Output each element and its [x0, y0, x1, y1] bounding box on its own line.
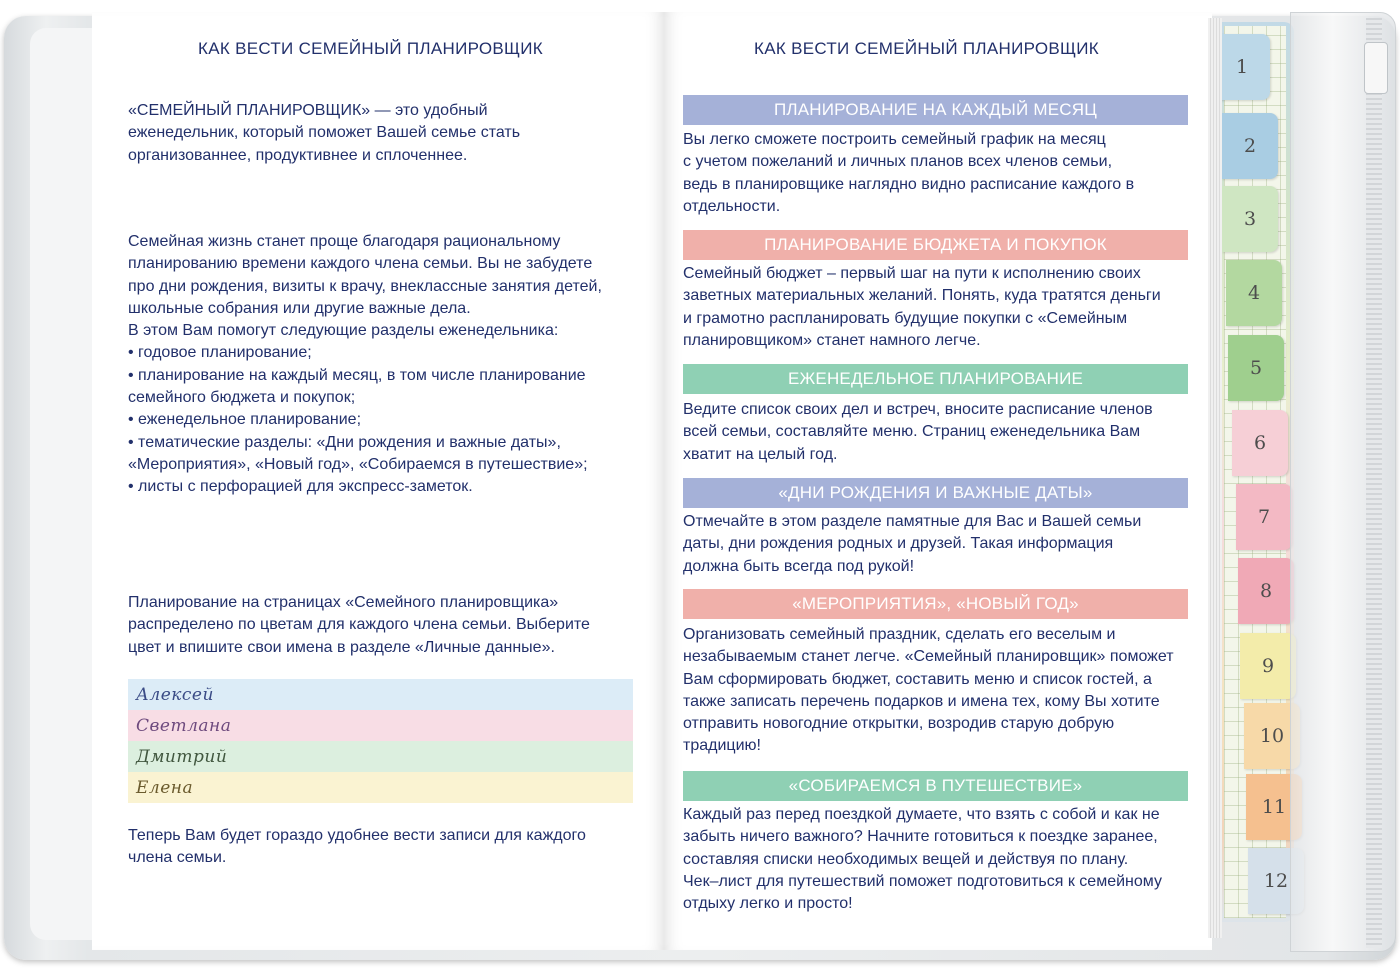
month-tab-10[interactable]: 10 [1244, 703, 1300, 769]
member-name: Алексей [136, 684, 214, 705]
month-tab-4[interactable]: 4 [1226, 260, 1282, 326]
month-tab-5[interactable]: 5 [1228, 335, 1284, 401]
section-text-monthly: Вы легко сможете построить семейный график на месяц с учетом пожеланий и личных планов всех членов семьи, ведь в планировщике наглядно видно расписание каждого в отдельности. [683, 131, 1135, 215]
member-name: Дмитрий [136, 746, 228, 767]
section-heading-monthly: ПЛАНИРОВАНИЕ НА КАЖДЫЙ МЕСЯЦ [683, 95, 1188, 125]
closing-paragraph: Теперь Вам будет гораздо удобнее вести записи для каждого члена семьи. [128, 827, 586, 867]
zipper-slider[interactable] [1364, 42, 1388, 94]
month-tab-8[interactable]: 8 [1238, 558, 1294, 624]
body-paragraph: Семейная жизнь станет проще благодаря рациональному планированию времени каждого члена семьи. Вы не забудете про дни рождения, визиты к врачу, внеклассные занятия детей, школьные собрания или другие важные дела. В этом Вам помогут следующие разделы еженедельника: • годовое планирование; • планирование на каждый месяц, в том числе планирование семейного бюджета и покупок; • еженедельное планирование; • тематические разделы: «Дни рождения и важные даты», «Мероприятия», «Новый год», «Собираемся в путешествие»; • листы с перфорацией для экспресс-заметок. [128, 233, 602, 496]
intro-paragraph: «СЕМЕЙНЫЙ ПЛАНИРОВЩИК» — это удобный еженедельник, который поможет Вашей семье стать организованнее, продуктивнее и сплоченнее. [128, 102, 521, 164]
section-text-travel: Каждый раз перед поездкой думаете, что взять с собой и как не забыть ничего важного? Начните готовиться к поездке заранее, составляя списки необходимых вещей и действуя по плану. Чек–лист для путешествий поможет подготовиться к семейному отдыху легко и просто! [683, 806, 1162, 913]
section-heading-birthdays: «ДНИ РОЖДЕНИЯ И ВАЖНЫЕ ДАТЫ» [683, 478, 1188, 508]
month-tab-7[interactable]: 7 [1236, 484, 1292, 550]
section-text-birthdays: Отмечайте в этом разделе памятные для Вас и Вашей семьи даты, дни рождения родных и друзей. Такая информация должна быть всегда под рукой! [683, 513, 1142, 575]
section-heading-weekly: ЕЖЕНЕДЕЛЬНОЕ ПЛАНИРОВАНИЕ [683, 364, 1188, 394]
name-strip-1 [128, 679, 633, 710]
month-tab-2[interactable]: 2 [1222, 113, 1278, 179]
section-heading-travel: «СОБИРАЕМСЯ В ПУТЕШЕСТВИЕ» [683, 771, 1188, 801]
right-page-title: КАК ВЕСТИ СЕМЕЙНЫЙ ПЛАНИРОВЩИК [754, 39, 1099, 58]
zipper [1366, 18, 1382, 948]
name-strip-3 [128, 741, 633, 772]
month-tab-1[interactable]: 1 [1214, 34, 1270, 100]
section-text-events: Организовать семейный праздник, сделать его веселым и незабываемым станет легче. «Семейный планировщик» поможет Вам сформировать бюджет, составить меню и список гостей, а также записать перечень подарков и имена тех, кому Вы хотите отправить новогодние открытки, возродив старую добрую традицию! [683, 626, 1174, 755]
member-name: Елена [136, 777, 194, 798]
cover-inner-edge [30, 28, 100, 940]
section-heading-events: «МЕРОПРИЯТИЯ», «НОВЫЙ ГОД» [683, 589, 1188, 619]
month-tab-6[interactable]: 6 [1232, 410, 1288, 476]
month-tab-3[interactable]: 3 [1222, 186, 1278, 252]
month-tab-11[interactable]: 11 [1246, 774, 1302, 840]
name-strip-4 [128, 772, 633, 803]
page-edges [1208, 18, 1222, 938]
colors-paragraph: Планирование на страницах «Семейного планировщика» распределено по цветам для каждого члена семьи. Выберите цвет и впишите свои имена в разделе «Личные данные». [128, 594, 590, 656]
section-heading-budget: ПЛАНИРОВАНИЕ БЮДЖЕТА И ПОКУПОК [683, 230, 1188, 260]
left-page-title: КАК ВЕСТИ СЕМЕЙНЫЙ ПЛАНИРОВЩИК [198, 39, 543, 58]
section-text-budget: Семейный бюджет – первый шаг на пути к исполнению своих заветных материальных желаний. Понять, куда тратятся деньги и грамотно распланировать будущие покупки с «Семейным планировщиком» станет намного легче. [683, 265, 1161, 349]
member-name: Светлана [136, 715, 232, 736]
month-tab-9[interactable]: 9 [1240, 633, 1296, 699]
month-tab-12[interactable]: 12 [1248, 848, 1304, 914]
name-strip-2 [128, 710, 633, 741]
section-text-weekly: Ведите список своих дел и встреч, вносите расписание членов всей семьи, составляйте меню. Страниц еженедельника Вам хватит на целый год. [683, 401, 1153, 463]
